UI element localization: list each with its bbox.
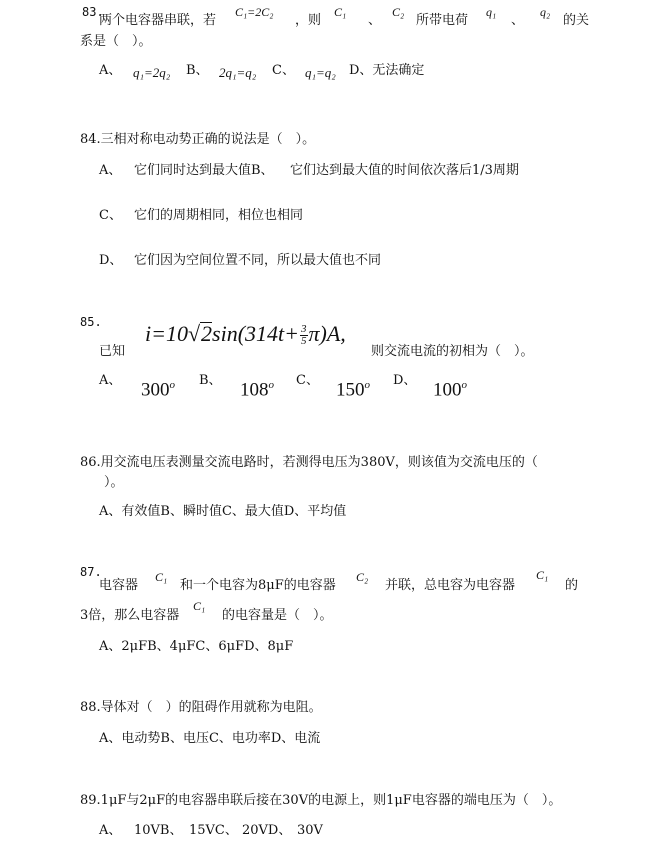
- q85-sqrt-sign: √: [187, 321, 201, 346]
- q83-option-a: q₁=2q₂: [133, 65, 171, 80]
- q85-number: 85.: [80, 315, 102, 329]
- q84-option-d: 它们因为空间位置不同，所以最大值也不同: [134, 253, 382, 268]
- q89-option-d: 30V: [297, 823, 323, 838]
- q86-options: A、有效值B、瞬时值C、最大值D、平均值: [99, 504, 347, 519]
- q83-stem-part1: 两个电容器串联，若: [99, 13, 217, 28]
- q85-option-b: [240, 380, 274, 399]
- q83-stem-line2: 系是（ ）。: [80, 34, 152, 49]
- q85-option-a-label: A、: [99, 373, 122, 388]
- q89-option-a: 10VB、: [134, 823, 183, 838]
- q83-q1: q₁: [486, 5, 497, 19]
- q85-stem-end: 则交流电流的初相为（ ）。: [371, 344, 534, 359]
- q85-formula-suffix: π)A,: [308, 321, 346, 346]
- q86-stem-line2: ）。: [104, 475, 124, 490]
- q89-stem: 89.1μF与2μF的电容器串联后接在30V的电源上，则1μF电容器的端电压为（ ）。: [80, 793, 562, 808]
- q83-c1: C₁: [334, 5, 347, 19]
- q84-option-a-label: A、: [99, 163, 122, 178]
- q85-sqrt-radicand: 2: [201, 321, 213, 346]
- q84-option-d-label: D、: [99, 253, 123, 268]
- q86-stem-line1: 86.用交流电压表测量交流电路时，若测得电压为380V，则该值为交流电压的（: [80, 455, 538, 470]
- q85-formula: [145, 322, 346, 347]
- q85-option-d-value: 100: [433, 379, 462, 401]
- q84-option-a: 它们同时达到最大值B、: [134, 163, 274, 178]
- q87-stem-part4: 的: [565, 578, 579, 593]
- q83-number: 83.: [82, 5, 104, 19]
- q85-option-c-value: 150: [336, 379, 365, 401]
- q87-stem-part2: 和一个电容为8μF的电容器: [180, 578, 336, 593]
- q87-stem-line2-b: 的电容量是（ ）。: [222, 608, 333, 623]
- q87-options: A、2μFB、4μFC、6μFD、8μF: [99, 639, 294, 654]
- q85-formula-prefix: i=10: [145, 321, 188, 346]
- q87-stem-line2-a: 3倍，那么电容器: [80, 608, 180, 623]
- q83-sep1: 、: [368, 13, 382, 28]
- q87-c1-second: C₁: [536, 568, 549, 582]
- q85-formula-mid: sin(314t+: [212, 321, 300, 346]
- q87-number: 87.: [80, 565, 102, 579]
- q87-c1-third: C₁: [193, 599, 206, 613]
- q85-option-d: [433, 380, 467, 399]
- q89-option-a-label: A、: [99, 823, 122, 838]
- q87-stem-part3: 并联，总电容为电容器: [385, 578, 516, 593]
- q85-option-b-value: 108: [240, 379, 269, 401]
- q84-option-b: 它们达到最大值的时间依次落后1/3周期: [290, 163, 519, 178]
- q83-stem-part4: 的关: [563, 13, 590, 28]
- q89-option-c: 20VD、: [242, 823, 292, 838]
- q85-option-c: [336, 380, 370, 399]
- q88-stem: 88.导体对（ ）的阻碍作用就称为电阻。: [80, 700, 322, 715]
- q83-stem-part3: 所带电荷: [416, 13, 469, 28]
- q84-stem: 84.三相对称电动势正确的说法是（ ）。: [80, 132, 316, 147]
- q83-q2: q₂: [540, 5, 551, 19]
- q83-option-a-label: A、: [99, 63, 122, 78]
- q84-option-c: 它们的周期相同，相位也相同: [134, 208, 304, 223]
- q87-stem-part1: 电容器: [99, 578, 139, 593]
- q85-frac-num: 3: [301, 323, 307, 336]
- q83-condition: C₁=2C₂: [235, 5, 274, 19]
- q85-option-a: [141, 380, 175, 399]
- q85-option-c-label: C、: [296, 373, 319, 388]
- q83-option-c-label: C、: [272, 63, 295, 78]
- q85-fraction: [300, 324, 308, 347]
- q85-option-d-degree: o: [461, 379, 467, 391]
- q85-option-b-degree: o: [268, 379, 274, 391]
- q84-option-c-label: C、: [99, 208, 122, 223]
- q87-c1: C₁: [155, 570, 168, 584]
- q88-options: A、电动势B、电压C、电功率D、电流: [99, 731, 321, 746]
- q85-option-a-value: 300: [141, 379, 170, 401]
- q89-option-b: 15VC、: [189, 823, 238, 838]
- q83-stem-part2: ，则: [295, 13, 322, 28]
- q83-option-c: q₁=q₂: [305, 65, 336, 80]
- q85-option-a-degree: o: [169, 379, 175, 391]
- q85-option-c-degree: o: [364, 379, 370, 391]
- q85-frac-den: 5: [301, 335, 307, 348]
- q85-known: 已知: [99, 344, 126, 359]
- q85-option-b-label: B、: [199, 373, 222, 388]
- q83-c2: C₂: [392, 5, 405, 19]
- q83-sep2: 、: [511, 13, 525, 28]
- q83-option-b: 2q₁=q₂: [219, 65, 257, 80]
- q87-c2: C₂: [356, 570, 369, 584]
- q83-option-b-label: B、: [186, 63, 209, 78]
- q83-option-d: D、无法确定: [349, 63, 425, 78]
- q85-option-d-label: D、: [393, 373, 417, 388]
